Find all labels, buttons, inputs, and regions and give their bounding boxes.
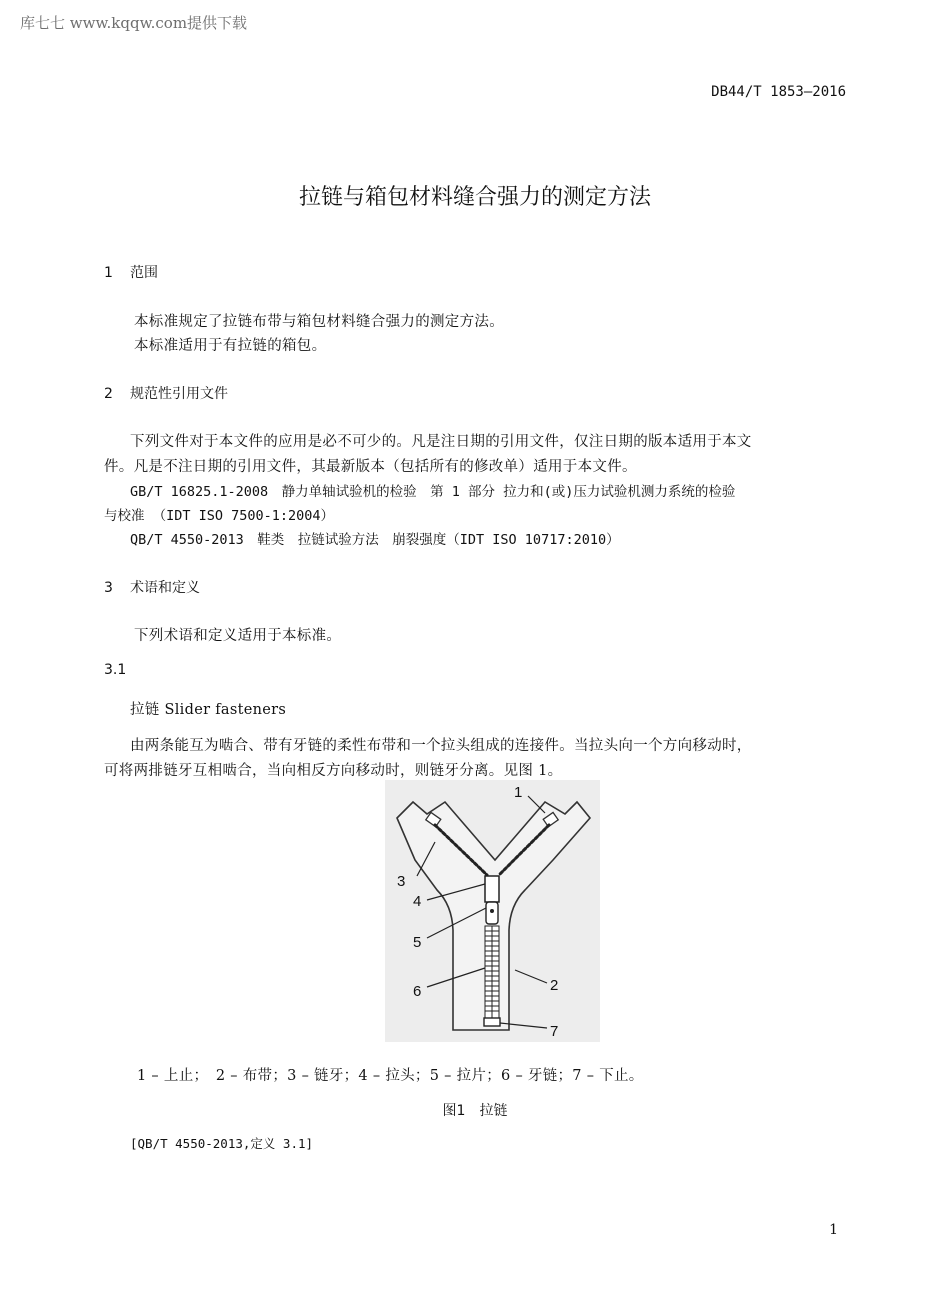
callout-7: 7 — [550, 1023, 559, 1040]
document-title: 拉链与箱包材料缝合强力的测定方法 — [298, 185, 651, 210]
subsection-number: 3.1 — [104, 662, 127, 678]
callout-1: 1 — [514, 784, 523, 801]
paragraph: 由两条能互为啮合、带有牙链的柔性布带和一个拉头组成的连接件。当拉头向一个方向移动时， — [130, 738, 752, 754]
standard-number: DB44/T 1853—2016 — [711, 84, 846, 100]
paragraph: 下列文件对于本文件的应用是必不可少的。凡是注日期的引用文件，仅注日期的版本适用于本文 — [130, 434, 752, 450]
paragraph: 可将两排链牙互相啮合，当向相反方向移动时，则链牙分离。见图 1。 — [104, 763, 563, 779]
section-heading-normative-references — [104, 383, 228, 403]
figure-legend: 1 – 上止； 2 – 布带；3 – 链牙；4 – 拉头；5 – 拉片；6 – 牙链；7 – 下止。 — [137, 1068, 644, 1084]
paragraph: 件。凡是不注日期的引用文件，其最新版本（包括所有的修改单）适用于本文件。 — [104, 459, 637, 475]
paragraph: 本标准规定了拉链布带与箱包材料缝合强力的测定方法。 — [134, 314, 504, 330]
section-number: 1 — [104, 265, 113, 281]
section-heading-scope — [104, 262, 158, 282]
callout-2: 2 — [550, 977, 559, 994]
reference-item: 与校准 （IDT ISO 7500-1:2004） — [104, 508, 335, 524]
term-title: 拉链 Slider fasteners — [130, 702, 287, 718]
section-title: 规范性引用文件 — [130, 386, 228, 402]
section-title: 术语和定义 — [130, 580, 200, 596]
figure-caption: 图1 拉链 — [442, 1103, 508, 1119]
watermark: 库七七 www.kqqw.com提供下载 — [20, 14, 248, 32]
reference-item: QB/T 4550-2013 鞋类 拉链试验方法 崩裂强度（IDT ISO 10717:2010） — [130, 532, 620, 548]
section-number: 2 — [104, 386, 113, 402]
paragraph: 本标准适用于有拉链的箱包。 — [134, 338, 327, 354]
figure-source: [QB/T 4550-2013,定义 3.1] — [130, 1136, 314, 1151]
callout-4: 4 — [413, 893, 422, 910]
section-heading-terms — [104, 577, 200, 597]
zipper-diagram — [385, 780, 600, 1042]
section-number: 3 — [104, 580, 113, 596]
callout-5: 5 — [413, 934, 422, 951]
callout-6: 6 — [413, 983, 422, 1000]
callout-3: 3 — [397, 873, 406, 890]
page-number: 1 — [829, 1222, 838, 1238]
section-title: 范围 — [130, 265, 158, 281]
reference-item: GB/T 16825.1-2008 静力单轴试验机的检验 第 1 部分 拉力和(或)压力试验机测力系统的检验 — [130, 484, 736, 500]
paragraph: 下列术语和定义适用于本标准。 — [134, 628, 342, 644]
